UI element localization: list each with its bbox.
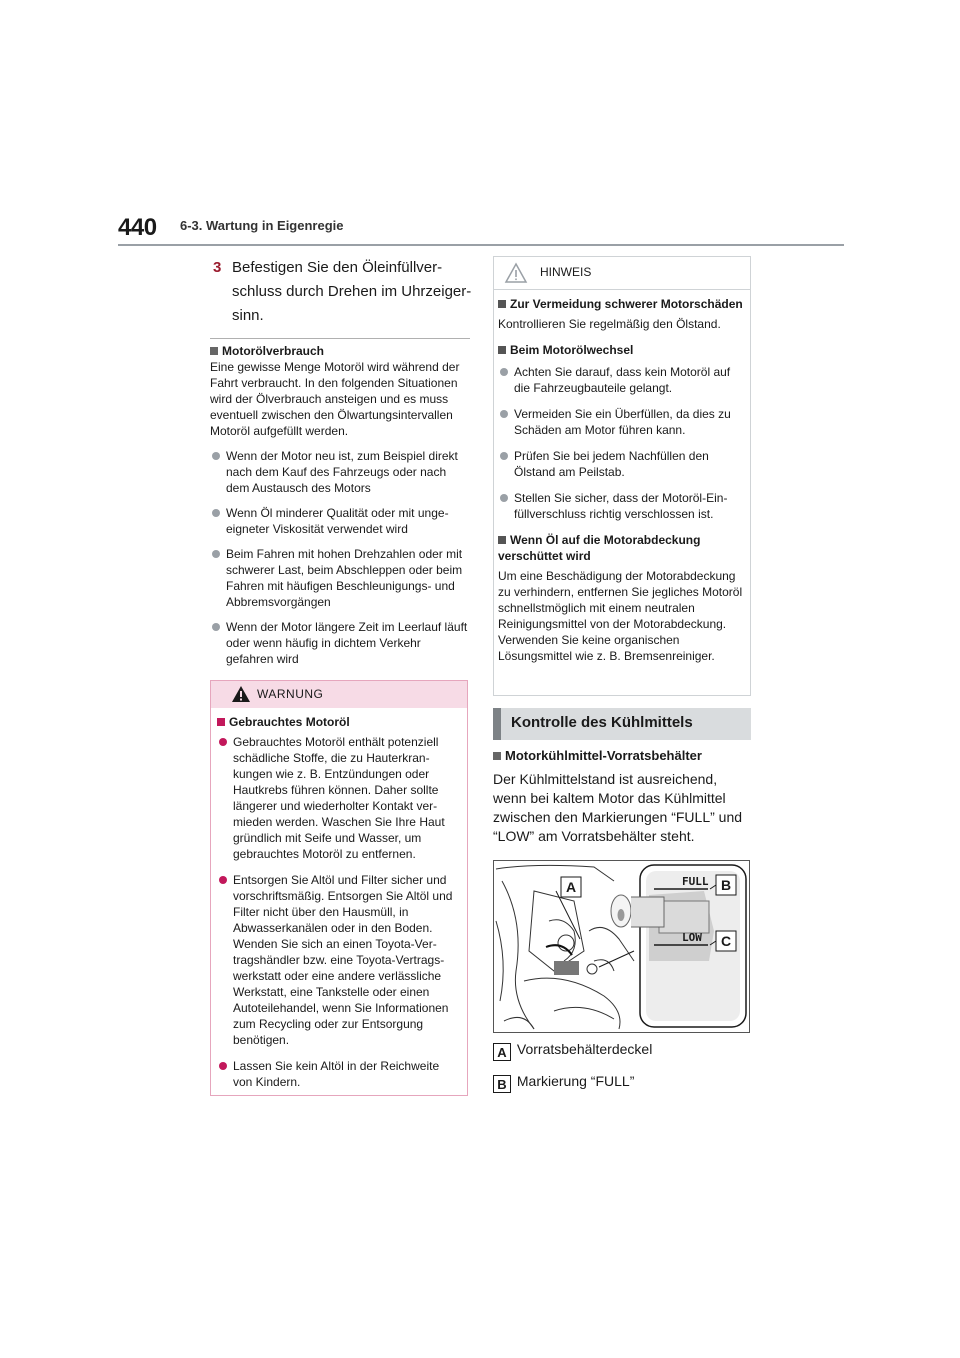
- warning-triangle-icon: [231, 685, 251, 703]
- section-title: 6-3. Wartung in Eigenregie: [180, 218, 344, 233]
- note-label: HINWEIS: [540, 265, 592, 279]
- square-bullet-icon: [498, 346, 506, 354]
- note-bullet-1: Achten Sie darauf, dass kein Motoröl auf die Fahrzeugbauteile gelangt.: [498, 364, 744, 396]
- square-bullet-icon: [498, 536, 506, 544]
- legend-item-b: [493, 1072, 753, 1093]
- legend-key-b: B: [493, 1075, 511, 1093]
- coolant-heading: Motorkühlmittel-Vorratsbehälter: [493, 748, 751, 764]
- figure-label-a: A: [565, 879, 577, 895]
- coolant-text: Der Kühlmittelstand ist ausreichend, wenn bei kaltem Motor das Kühlmittel zwischen den Markierungen “FULL” und “LOW” am Vorratsbehälter steht.: [493, 771, 743, 844]
- square-bullet-icon: [493, 752, 501, 760]
- note-heading-1: Zur Vermeidung schwerer Motorschäden: [498, 296, 744, 312]
- header-divider: [118, 244, 844, 246]
- warning-label: WARNUNG: [257, 687, 324, 701]
- note-header: [494, 257, 750, 290]
- step-text: Befestigen Sie den Öleinfüllverschluss durch Drehen im Uhrzeigersinn.: [232, 259, 472, 324]
- warning-box: [210, 680, 468, 1096]
- oil-bullet-4: Wenn der Motor längere Zeit im Leerlauf läuft oder wenn häufig in dichtem Verkehr gefahren wird: [210, 619, 468, 667]
- section-band-title: Kontrolle des Kühlmittels: [511, 714, 693, 731]
- note-text-1: Kontrollieren Sie regelmäßig den Ölstand.: [498, 317, 721, 331]
- full-mark-text: FULL: [682, 875, 709, 888]
- square-bullet-icon: [217, 718, 225, 726]
- note-text-3: Um eine Beschädigung der Motorabdeckung zu verhindern, entfernen Sie jegliches Motoröl schnellstmöglich mit einem neutralen Reinigungsmittel von der Motorabdeckung. Verwenden Sie keine organischen Lösungsmittel wie z. B. Bremsenreiniger.: [498, 569, 743, 663]
- legend-text-a: Vorratsbehälterdeckel: [516, 1041, 653, 1057]
- legend-text-b: Markierung “FULL”: [516, 1073, 635, 1089]
- legend-key-a: A: [493, 1043, 511, 1061]
- square-bullet-icon: [498, 300, 506, 308]
- note-bullet-4: Stellen Sie sicher, dass der Motoröl-Einfüllverschluss richtig verschlossen ist.: [498, 490, 744, 522]
- oil-bullet-3: Beim Fahren mit hohen Drehzahlen oder mit schwerer Last, beim Abschleppen oder beim Fahren mit häufigen Beschleunigungs- und Abbremsvorgängen: [210, 546, 468, 610]
- note-bullet-2: Vermeiden Sie ein Überfüllen, da dies zu Schäden am Motor führen kann.: [498, 406, 744, 438]
- coolant-reservoir-figure: [493, 860, 750, 1033]
- note-heading-2: Beim Motorölwechsel: [498, 342, 744, 358]
- step-number: 3: [213, 259, 222, 276]
- warning-bullet-1: Gebrauchtes Motoröl enthält potenziell schädliche Stoffe, die zu Hauterkrankungen wie z. B. Entzündungen oder Hautkrebs führen können. Daher sollte längerer und wiederholter Kontakt vermieden werden. Waschen Sie Ihre Haut gründlich mit Seife und Wasser, um gebrauchtes Motoröl zu entfernen.: [217, 734, 459, 862]
- engine-bay-illustration: [494, 861, 749, 1032]
- note-bullet-3: Prüfen Sie bei jedem Nachfüllen den Ölstand am Peilstab.: [498, 448, 744, 480]
- square-bullet-icon: [210, 347, 218, 355]
- section-band-coolant: [493, 708, 751, 740]
- note-box: [493, 256, 751, 696]
- coolant-section: [493, 748, 751, 846]
- figure-label-b: B: [720, 877, 732, 893]
- caution-triangle-icon: [504, 262, 528, 284]
- warning-header: [211, 681, 467, 708]
- page-header: [118, 214, 844, 254]
- low-mark-text: LOW: [682, 931, 702, 944]
- warning-heading: Gebrauchtes Motoröl: [217, 714, 459, 730]
- left-divider: [210, 338, 470, 339]
- oil-consumption-section: [210, 343, 468, 667]
- note-heading-3: Wenn Öl auf die Motorabdeckung verschüttet wird: [498, 533, 701, 563]
- oil-consumption-intro: Eine gewisse Menge Motoröl wird während der Fahrt verbraucht. In den folgenden Situationen wird der Ölverbrauch ansteigen und es muss eventuell zwischen den Ölwartungsintervallen Motoröl aufgefüllt werden.: [210, 360, 460, 438]
- page-number: 440: [118, 214, 157, 241]
- oil-consumption-heading: Motorölverbrauch: [210, 343, 468, 359]
- oil-bullet-1: Wenn der Motor neu ist, zum Beispiel direkt nach dem Kauf des Fahrzeugs oder nach dem Austausch des Motors: [210, 448, 468, 496]
- warning-bullet-2: Entsorgen Sie Altöl und Filter sicher und vorschriftsmäßig. Entsorgen Sie Altöl und Filter nicht über den Hausmüll, in Abwasserkanälen oder in den Boden. Wenden Sie sich an einen Toyota-Vertragshändler bzw. eine Toyota-Vertragswerkstatt oder eine andere verlässliche Werkstatt, eine Tankstelle oder einen Autoteilehandel, wenn Sie Informationen zum Recycling oder zur Entsorgung benötigen.: [217, 872, 459, 1048]
- figure-label-c: C: [720, 933, 732, 949]
- oil-bullet-2: Wenn Öl minderer Qualität oder mit ungeeigneter Viskosität verwendet wird: [210, 505, 468, 537]
- warning-bullet-3: Lassen Sie kein Altöl in der Reichweite von Kindern.: [217, 1058, 459, 1090]
- legend-item-a: [493, 1040, 753, 1061]
